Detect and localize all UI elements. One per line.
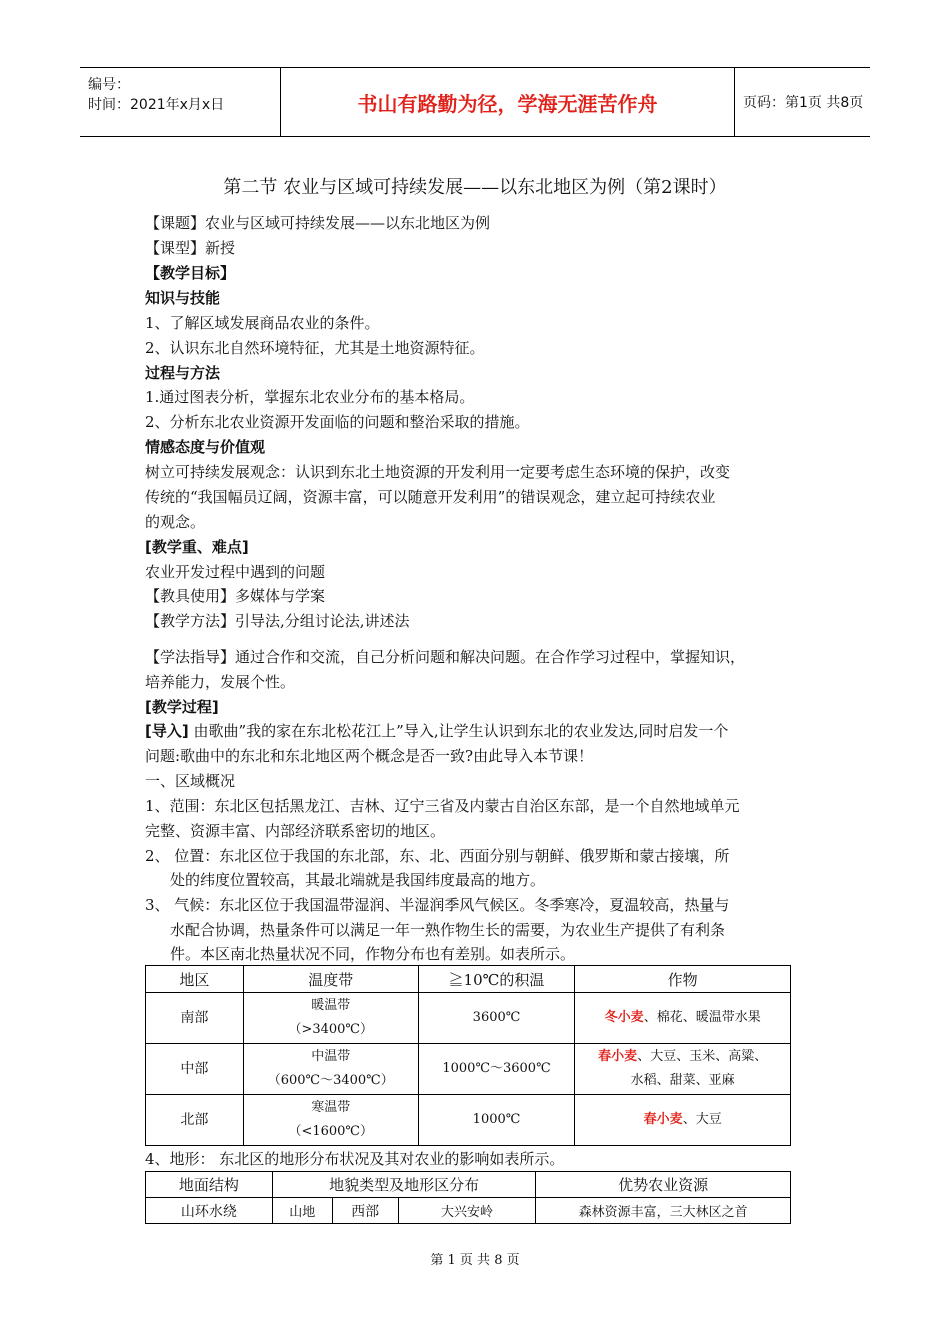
text-line: 【教具使用】多媒体与学案 xyxy=(145,587,326,605)
text-line: 农业开发过程中遇到的问题 xyxy=(145,563,326,581)
text-line: 问题:歌曲中的东北和东北地区两个概念是否一致?由此导入本节课！ xyxy=(145,747,594,765)
text-line: 【学法指导】通过合作和交流，自己分析问题和解决问题。在合作学习过程中，掌握知识， xyxy=(145,648,746,666)
text-line: 件。本区南北热量状况不同，作物分布也有差别。如表所示。 xyxy=(170,945,576,963)
section-heading: 过程与方法 xyxy=(145,364,221,382)
terrain-table xyxy=(145,1171,791,1224)
text-line xyxy=(145,720,728,741)
text-line: 1.通过图表分析，掌握东北农业分布的基本格局。 xyxy=(145,388,475,406)
page-header xyxy=(80,67,870,137)
highlight-crop: 冬小麦 xyxy=(604,1010,644,1025)
section-heading: 情感态度与价值观 xyxy=(145,438,266,456)
section-heading: [教学过程] xyxy=(145,698,219,716)
region-cell: 北部 xyxy=(146,1095,244,1146)
temp-cell: 3600℃ xyxy=(418,993,575,1044)
page-footer: 第 1 页 共 8 页 xyxy=(430,1253,520,1268)
temp-cell: 1000℃～3600℃ xyxy=(418,1044,575,1095)
table-header: 地面结构 xyxy=(146,1172,273,1198)
highlight-crop: 春小麦 xyxy=(598,1049,638,1064)
region-cell: 中部 xyxy=(146,1044,244,1095)
zone-cell: 中温带 （600℃～3400℃） xyxy=(243,1044,418,1095)
text-line: 一、区域概况 xyxy=(145,772,236,790)
table-cell: 大兴安岭 xyxy=(398,1198,536,1224)
table-header: ≧10℃的积温 xyxy=(418,966,575,993)
text-line: 的观念。 xyxy=(145,513,206,531)
crop-cell: 春小麦、大豆、玉米、高粱、 水稻、甜菜、亚麻 xyxy=(575,1044,791,1095)
table-header: 地貌类型及地形区分布 xyxy=(272,1172,536,1198)
table-header-row xyxy=(146,1172,791,1198)
crop-cell: 春小麦、大豆 xyxy=(575,1095,791,1146)
text-line: 2、认识东北自然环境特征，尤其是土地资源特征。 xyxy=(145,339,485,357)
text-line: 树立可持续发展观念：认识到东北土地资源的开发利用一定要考虑生态环境的保护，改变 xyxy=(145,463,731,481)
section-heading: 【教学目标】 xyxy=(145,264,236,282)
header-meta xyxy=(80,68,280,136)
text-line: 传统的“我国幅员辽阔，资源丰富，可以随意开发利用”的错误观念，建立起可持续农业 xyxy=(145,488,716,506)
table-header: 作物 xyxy=(575,966,791,993)
crop-cell: 冬小麦、棉花、暖温带水果 xyxy=(575,993,791,1044)
zone-cell: 暖温带 （>3400℃） xyxy=(243,993,418,1044)
text-line: 4、地形： 东北区的地形分布状况及其对农业的影响如表所示。 xyxy=(145,1150,565,1168)
page-info: 页码：第1页 共8页 xyxy=(743,95,864,111)
intro-text: 由歌曲”我的家在东北松花江上”导入,让学生认识到东北的农业发达,同时启发一个 xyxy=(188,722,729,740)
text-line: 2、 位置：东北区位于我国的东北部，东、北、西面分别与朝鲜、俄罗斯和蒙古接壤，所 xyxy=(145,847,730,865)
intro-label: [导入] xyxy=(145,722,189,740)
table-cell: 森林资源丰富，三大林区之首 xyxy=(536,1198,791,1224)
table-cell: 山环水绕 xyxy=(146,1198,273,1224)
table-row xyxy=(146,1044,791,1095)
text-line: 1、了解区域发展商品农业的条件。 xyxy=(145,314,380,332)
text-line: 【课型】新授 xyxy=(145,239,236,257)
zone-cell: 寒温带 （<1600℃） xyxy=(243,1095,418,1146)
text-line: 培养能力，发展个性。 xyxy=(145,673,296,691)
text-line: 1、范围：东北区包括黑龙江、吉林、辽宁三省及内蒙古自治区东部，是一个自然地域单元 xyxy=(145,797,740,815)
text-line: 水配合协调，热量条件可以满足一年一熟作物生长的需要，为农业生产提供了有利条 xyxy=(170,921,726,939)
temp-cell: 1000℃ xyxy=(418,1095,575,1146)
time-label: 时间：2021年x月x日 xyxy=(88,97,225,113)
text-line: 2、分析东北农业资源开发面临的问题和整治采取的措施。 xyxy=(145,413,530,431)
table-header-row xyxy=(146,966,791,993)
number-label: 编号： xyxy=(88,77,130,93)
text-line: 处的纬度位置较高，其最北端就是我国纬度最高的地方。 xyxy=(170,871,546,889)
motto: 书山有路勤为径，学海无涯苦作舟 xyxy=(280,68,735,136)
table-header: 温度带 xyxy=(243,966,418,993)
text-line: 【课题】农业与区域可持续发展——以东北地区为例 xyxy=(145,214,491,232)
table-cell: 山地 xyxy=(272,1198,332,1224)
page-title: 第二节 农业与区域可持续发展——以东北地区为例（第2课时） xyxy=(223,177,727,198)
section-heading: [教学重、难点] xyxy=(145,538,249,556)
table-row xyxy=(146,993,791,1044)
table-header: 优势农业资源 xyxy=(536,1172,791,1198)
table-cell: 西部 xyxy=(332,1198,398,1224)
table-row xyxy=(146,1095,791,1146)
text-line: 完整、资源丰富、内部经济联系密切的地区。 xyxy=(145,822,446,840)
text-line: 3、 气候：东北区位于我国温带湿润、半湿润季风气候区。冬季寒冷，夏温较高，热量与 xyxy=(145,896,730,914)
table-header: 地区 xyxy=(146,966,244,993)
section-heading: 知识与技能 xyxy=(145,289,221,307)
text-line: 【教学方法】引导法,分组讨论法,讲述法 xyxy=(145,612,410,630)
table-row xyxy=(146,1198,791,1224)
highlight-crop: 春小麦 xyxy=(643,1112,683,1127)
region-cell: 南部 xyxy=(146,993,244,1044)
climate-table xyxy=(145,965,791,1146)
